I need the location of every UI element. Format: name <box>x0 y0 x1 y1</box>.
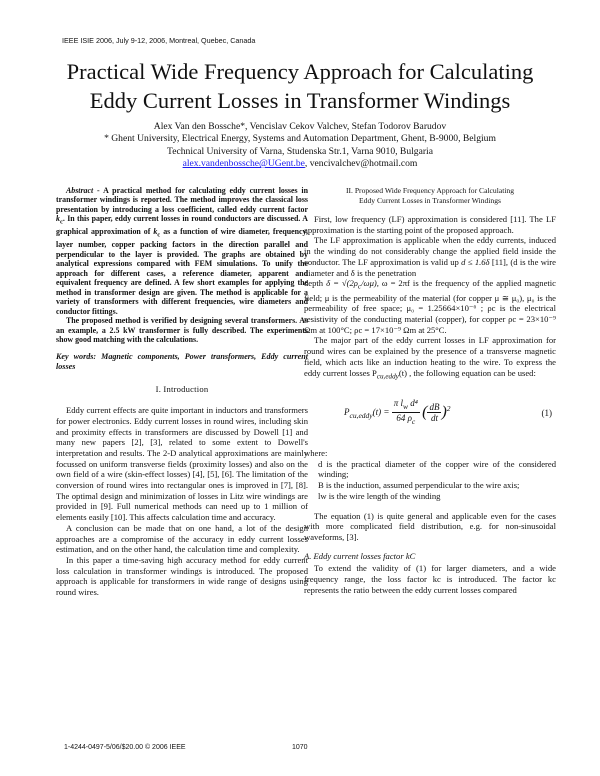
where-item-d: d is the practical diameter of the copper wire of the considered winding; <box>318 458 556 480</box>
equation-fraction: $\frac{\pi l_w d^4}{64 \rho_c}$ <box>393 397 418 427</box>
depth-formula: $\delta = √(2\rho_c/\omega\mu)$ <box>326 278 377 291</box>
intro-paragraph-1: Eddy current effects are quite important in inductors and transformers for power electronics. Eddy current losses in round wires, including skin and proximity effects in transformers are discussed by Dowell [1] and many new papers [2], [3], related to some extent to Dowell's interpretation and results. The 2-D analytical approximations are mainly focussed on uniform transverse fields (proximity losses) and also on the own field of a wire (skin-effect losses) [4], [5], [6]. The limitation of the conversion of round wires into rectangular ones is improved in [7], [8]. The optimal design and minimization of losses in Litz wire windings are provided in [9]. Full numerical methods can need up to 1 million of elements easily [10]. This affects calculation time and accuracy. <box>56 405 308 523</box>
email-line <box>20 158 580 170</box>
equation-body: $P_{cu,eddy}(t)$ = $\frac{\pi l_w d^4}{64 \rho_c}$ ( $\frac{dB}{dt}$ )$^2$ <box>344 397 451 427</box>
subsection-heading-a: A. Eddy current losses factor kC <box>304 550 416 561</box>
abstract-paragraph: Abstract - A practical method for calculating eddy current losses in transformer windings is reported. The method improves the classical loss presentation by introducing a loss coefficient, called eddy current factor $k_c$. In this paper, eddy current losses in round conductors are discussed. A graphical approximation of $k_c$ as a function of wire diameter, frequency, layer number, copper packing factors in the direction parallel and perpendicular to the layer is provided. The graphs are obtained by analytical expressions compared with FEM simulations. To unify the approach for different cases, a reference diameter, apparent and equivalent frequency are defined. A few short examples for applying the method in transformer design are given. The method is applicable for a variety of transformers with different frequencies, wire diameters and conductor fittings. <box>56 186 308 316</box>
approach-paragraph-1: First, low frequency (LF) approximation is considered [11]. The LF approximation is the starting point of the proposed approach. <box>304 214 556 235</box>
left-column <box>56 186 308 598</box>
approach-paragraph-3: The major part of the eddy current losses in LF approximation for round wires can be explained by the presence of a transverse magnetic field, which acts like an induction heating to the wire. To express the eddy current losses $P_{cu,eddy}(t)$ , the following equation can be used: <box>304 335 556 381</box>
page-number: 1070 <box>292 744 308 751</box>
intro-paragraph-3: In this paper a time-saving high accuracy method for eddy current loss calculation in transformer windings is introduced. The proposed approach is applicable for transformers in wide range of designs using round wires. <box>56 554 308 598</box>
approach-paragraph-5: To extend the validity of (1) for larger diameters, and a wide frequency range, the loss factor kc is introduced. The factor kc represents the ratio between the eddy current losses compared <box>304 563 556 595</box>
equation-number: (1) <box>541 407 552 418</box>
where-item-lw: lw is the wire length of the winding <box>318 490 441 501</box>
where-label: where: <box>304 447 328 458</box>
right-column <box>304 186 556 595</box>
where-item-b: B is the induction, assumed perpendicular to the wire axis; <box>318 480 520 491</box>
title-line-2: Eddy Current Losses in Transformer Windings <box>89 88 511 113</box>
equation-1 <box>304 394 556 436</box>
approach-paragraph-4: The equation (1) is quite general and applicable even for the cases with more complicated field distribution, e.g. for non-sinusoidal waveforms, [3]. <box>304 510 556 542</box>
affiliation-2: Technical University of Varna, Studenska Str.1, Varna 9010, Bulgaria <box>167 145 433 157</box>
title-line-1: Practical Wide Frequency Approach for Calculating <box>66 59 534 84</box>
author-block <box>20 121 580 171</box>
keywords: Key words: Magnetic components, Power transformers, Eddy current losses <box>56 352 308 372</box>
footer-isbn: 1-4244-0497-5/06/$20.00 © 2006 IEEE <box>64 744 186 751</box>
email-link[interactable]: alex.vandenbossche@UGent.be <box>182 158 305 170</box>
paper-title <box>20 57 580 115</box>
approach-paragraph-depth: depth $\delta = √(2\rho_c/\omega\mu)$, ω = 2πf is the frequency of the applied magnetic field; μ is the permeability of the material (for copper μ ≅ μ₀), μ₀ is the permeability of free space; μ₀ = 1.25664×10⁻⁶ ; ρc is the electrical resistivity of the conducting material (copper), for copper ρc = 23×10⁻⁹ Ωm at 100°C; ρc = 17×10⁻⁹ Ωm at 25°C. <box>304 278 556 335</box>
conference-header: IEEE ISIE 2006, July 9-12, 2006, Montreal, Quebec, Canada <box>62 36 256 45</box>
derivative-fraction: $\frac{dB}{dt}$ <box>429 401 440 424</box>
affiliation-1: * Ghent University, Electrical Energy, Systems and Automation Department, Ghent, B-9000, Belgium <box>104 133 496 145</box>
abstract-label: Abstract <box>66 186 94 195</box>
approach-paragraph-2: The LF approximation is applicable when the eddy currents, induced in the winding do not considerably change the applied field inside the conductor. The LF approximation is valid up d ≤ 1.6δ [11], (d is the wire diameter and δ is the penetration <box>304 235 556 278</box>
section-heading-introduction: I. Introduction <box>155 384 209 395</box>
author-names: Alex Van den Bossche*, Vencislav Cekov Valchev, Stefan Todorov Barudov <box>153 121 447 132</box>
email-secondary: , vencivalchev@hotmail.com <box>304 158 418 170</box>
abstract-paragraph-2: The proposed method is verified by designing several transformers. As an example, a 2.5 kW transformer is fully described. The experiments show good matching with the calculations. <box>56 316 308 344</box>
intro-paragraph-2: A conclusion can be made that on one hand, a lot of the design approaches are a compromise of the accuracy in eddy current losses estimation, and on the other hand, the calculation time and complexity. <box>56 522 308 555</box>
section-heading-approach: II. Proposed Wide Frequency Approach for Calculating Eddy Current Losses in Transformer Windings <box>345 186 515 205</box>
